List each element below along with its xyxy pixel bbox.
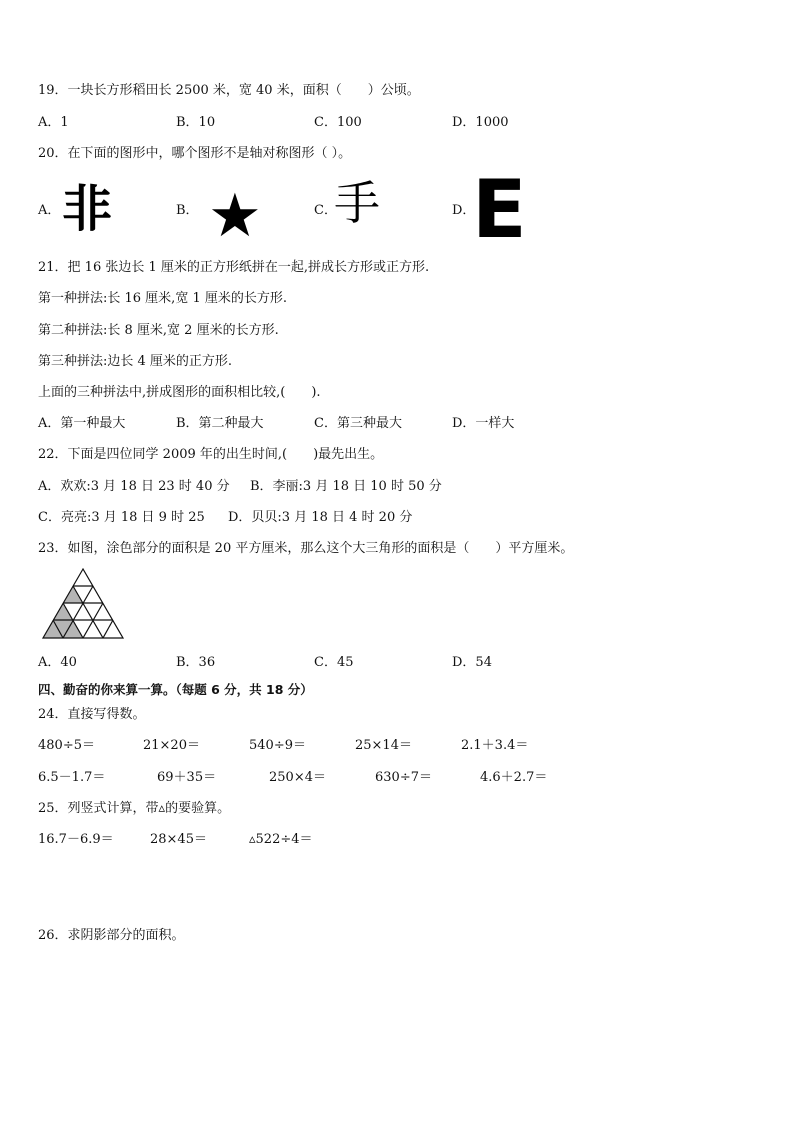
q21-line-1: 21．把 16 张边长 1 厘米的正方形纸拼在一起,拼成长方形或正方形. [38, 260, 430, 275]
q25-item-2: 28×45＝ [150, 832, 207, 847]
q24-row2-item-5: 4.6＋2.7＝ [480, 770, 548, 785]
q23-stem: 23．如图，涂色部分的面积是 20 平方厘米，那么这个大三角形的面积是（ ）平方厘米。 [38, 541, 574, 556]
q22-option-d: D．贝贝:3 月 18 日 4 时 20 分 [228, 510, 413, 525]
q20-figure-star-icon: ★ [208, 181, 262, 251]
q21-option-a: A．第一种最大 [38, 416, 126, 431]
q23-option-a: A．40 [38, 655, 77, 670]
q22-option-a: A．欢欢:3 月 18 日 23 时 40 分 [38, 479, 230, 494]
q20-option-a-label: A． [38, 203, 61, 218]
q24-row2-item-4: 630÷7＝ [375, 770, 432, 785]
q20-figure-shou-char: 手 [334, 176, 380, 230]
q24-row2-item-3: 250×4＝ [269, 770, 326, 785]
shaded-triangle-2 [53, 603, 73, 620]
triangle-figure [40, 568, 126, 642]
q21-line-3: 第二种拼法:长 8 厘米,宽 2 厘米的长方形. [38, 323, 279, 338]
q26-stem: 26．求阴影部分的面积。 [38, 928, 185, 943]
q19-stem: 19．一块长方形稻田长 2500 米，宽 40 米，面积（ ）公顷。 [38, 83, 420, 98]
q24-row1-item-3: 540÷9＝ [249, 738, 306, 753]
q20-figure-e-letter: E [472, 163, 527, 256]
q19-option-b: B．10 [176, 115, 216, 130]
q21-option-d: D．一样大 [452, 416, 515, 431]
q22-option-b: B．李丽:3 月 18 日 10 时 50 分 [250, 479, 442, 494]
q21-line-2: 第一种拼法:长 16 厘米,宽 1 厘米的长方形. [38, 291, 287, 306]
q20-option-d-label: D． [452, 203, 476, 218]
q25-item-3: ▵522÷4＝ [249, 832, 313, 847]
q22-option-c: C．亮亮:3 月 18 日 9 时 25 [38, 510, 205, 525]
q20-stem: 20．在下面的图形中，哪个图形不是轴对称图形（ ）。 [38, 146, 352, 161]
q21-option-c: C．第三种最大 [314, 416, 402, 431]
q25-item-1: 16.7－6.9＝ [38, 832, 114, 847]
q21-option-b: B．第二种最大 [176, 416, 264, 431]
q23-option-b: B．36 [176, 655, 216, 670]
q19-option-d: D．1000 [452, 115, 509, 130]
q20-figure-fei-char: 非 [62, 180, 112, 238]
q25-stem: 25．列竖式计算，带▵的要验算。 [38, 801, 231, 816]
q21-line-5: 上面的三种拼法中,拼成图形的面积相比较,( ). [38, 385, 321, 400]
q24-row1-item-1: 480÷5＝ [38, 738, 95, 753]
q22-stem: 22．下面是四位同学 2009 年的出生时间,( )最先出生。 [38, 447, 384, 462]
section-4-heading: 四、勤奋的你来算一算。（每题 6 分，共 18 分） [38, 682, 313, 697]
q23-option-d: D．54 [452, 655, 492, 670]
q24-row1-item-5: 2.1＋3.4＝ [461, 738, 529, 753]
q20-option-b-label: B． [176, 203, 199, 218]
q20-option-c-label: C． [314, 203, 337, 218]
q24-stem: 24．直接写得数。 [38, 707, 146, 722]
q24-row1-item-4: 25×14＝ [355, 738, 412, 753]
q24-row2-item-1: 6.5－1.7＝ [38, 770, 106, 785]
q21-line-4: 第三种拼法:边长 4 厘米的正方形. [38, 354, 233, 369]
q24-row1-item-2: 21×20＝ [143, 738, 200, 753]
q23-option-c: C．45 [314, 655, 354, 670]
q19-option-c: C．100 [314, 115, 362, 130]
q19-option-a: A．1 [38, 115, 69, 130]
q24-row2-item-2: 69＋35＝ [157, 770, 217, 785]
shaded-triangle-1 [63, 586, 83, 603]
